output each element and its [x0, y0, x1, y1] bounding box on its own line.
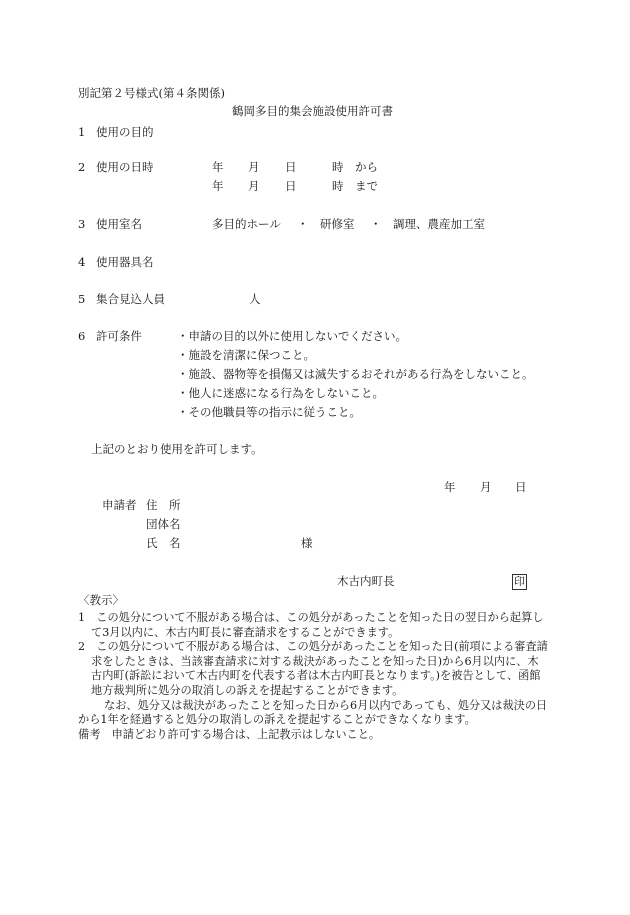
item-label: 使用器具名: [96, 255, 154, 269]
item-label: 集合見込人員: [96, 292, 165, 306]
until-label: まで: [355, 179, 378, 193]
organization-label: 団体名: [146, 517, 181, 531]
item-label: 許可条件: [96, 329, 142, 343]
month-label: 月: [480, 480, 492, 494]
name-label: 氏 名: [146, 536, 181, 550]
room-option-kitchen: 調理、農産加工室: [393, 217, 485, 231]
day-label: 日: [515, 480, 527, 494]
month-label: 月: [248, 160, 260, 174]
item-number: 2: [78, 160, 86, 174]
applicant-label: 申請者: [102, 498, 137, 512]
room-option-training: 研修室: [320, 217, 355, 231]
item-number: 6: [78, 329, 86, 343]
notice-body: [78, 611, 548, 742]
honorific: 様: [301, 536, 313, 550]
year-label: 年: [212, 160, 224, 174]
condition-item: ・施設を清潔に保つこと。: [177, 348, 315, 362]
notice-heading: 〈教示〉: [78, 593, 124, 607]
address-label: 住 所: [146, 498, 181, 512]
item-number: 3: [78, 217, 86, 231]
notice-paragraph-3: なお、処分又は裁決があったことを知った日から6月以内であっても、処分又は裁決の日から1年を経過すると処分の取消しの訴えを提起することができなくなります。: [78, 698, 548, 727]
form-label: 別記第２号様式(第４条関係): [78, 86, 225, 100]
issuer-name: 木古内町長: [337, 574, 395, 588]
year-label: 年: [444, 480, 456, 494]
item-label: 使用室名: [96, 217, 142, 231]
condition-item: ・他人に迷惑になる行為をしないこと。: [177, 386, 384, 400]
room-option-hall: 多目的ホール: [212, 217, 281, 231]
hour-label: 時: [332, 160, 344, 174]
item-number: 4: [78, 255, 86, 269]
document-title: 鶴岡多目的集会施設使用許可書: [232, 104, 393, 118]
separator: ・: [297, 217, 309, 231]
notice-paragraph-2: 2 この処分について不服がある場合は、この処分があったことを知った日(前項による審査請求をしたときは、当該審査請求に対する裁決があったことを知った日)から6月以内に、木古内町(訴訟において木古内町を代表する者は木古内町長となります。)を被告として、函館地方裁判所に処分の取消しの訴えを提起することができます。: [78, 640, 548, 697]
hour-label: 時: [332, 179, 344, 193]
separator: ・: [370, 217, 382, 231]
day-label: 日: [285, 179, 297, 193]
item-label: 使用の目的: [96, 125, 154, 139]
day-label: 日: [285, 160, 297, 174]
notice-paragraph-1: 1 この処分について不服がある場合は、この処分があったことを知った日の翌日から起算して3月以内に、木古内町長に審査請求をすることができます。: [78, 611, 544, 639]
seal-mark: 印: [514, 575, 525, 588]
condition-item: ・その他職員等の指示に従うこと。: [177, 405, 361, 419]
remark: 備考 申請どおり許可する場合は、上記教示はしないこと。: [78, 727, 381, 741]
condition-item: ・申請の目的以外に使用しないでください。: [177, 329, 407, 343]
permit-statement: 上記のとおり使用を許可します。: [91, 442, 263, 456]
item-label: 使用の日時: [96, 160, 154, 174]
attendees-unit: 人: [249, 292, 261, 306]
month-label: 月: [248, 179, 260, 193]
condition-item: ・施設、器物等を損傷又は滅失するおそれがある行為をしないこと。: [177, 367, 534, 381]
year-label: 年: [212, 179, 224, 193]
item-number: 1: [78, 125, 86, 139]
item-number: 5: [78, 292, 86, 306]
from-label: から: [355, 160, 378, 174]
